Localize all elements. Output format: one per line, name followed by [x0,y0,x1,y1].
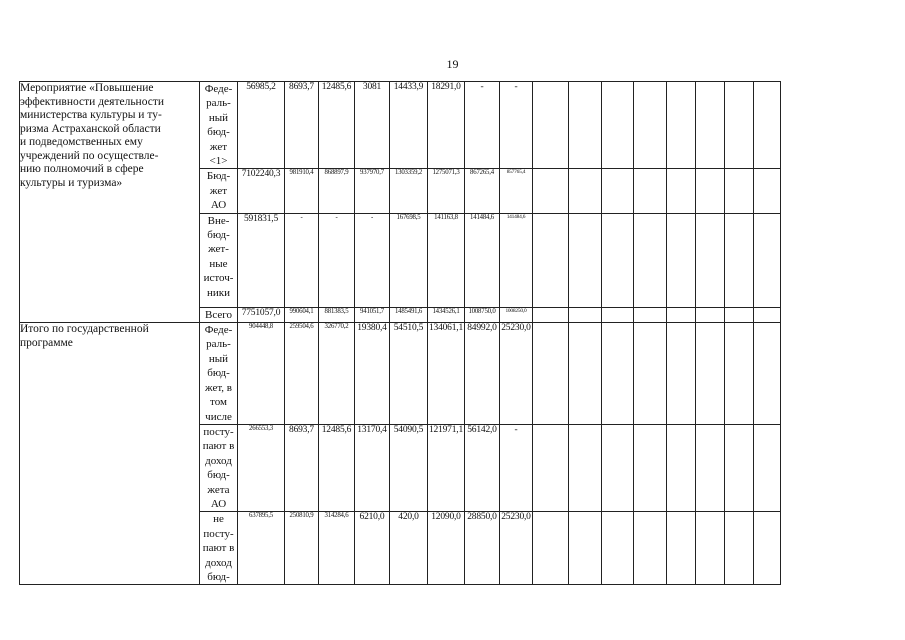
year-value: 121971,1 [428,424,465,511]
year-value: 314284,6 [319,512,355,585]
empty-cell [667,323,696,425]
year-value: - [319,213,355,307]
empty-cell [602,307,634,322]
year-value: 28850,0 [465,512,500,585]
funding-source-line: Всего [205,308,232,321]
activity-line: Итого по государственной [20,323,149,336]
year-value: 19380,4 [355,323,390,425]
page-number: 19 [446,57,459,71]
year-value: 141484,6 [500,213,533,307]
empty-cell [667,307,696,322]
year-value: 881383,5 [319,307,355,322]
year-value: 3081 [355,82,390,169]
empty-cell [667,169,696,213]
year-value: 8693,7 [285,424,319,511]
funding-source-line: бюд- [207,367,230,380]
empty-cell [533,169,569,213]
year-value: 54090,5 [390,424,428,511]
funding-source-line: бюд- [207,229,230,242]
total-value: 904448,8 [238,323,285,425]
year-value: 54510,5 [390,323,428,425]
program-table [19,81,867,585]
year-value: 134061,1 [428,323,465,425]
empty-cell [634,213,667,307]
funding-source-line: ники [206,286,230,299]
funding-source-line: пают в [202,542,235,555]
funding-source-line: бюд- [207,570,230,583]
table-row [20,82,867,169]
empty-cell [667,82,696,169]
activity-name [20,323,200,585]
activity-line: Мероприятие «Повышение [20,82,154,94]
funding-source-line: АО [210,497,227,510]
empty-cell [634,323,667,425]
empty-cell [696,213,725,307]
year-value: 420,0 [390,512,428,585]
table-row [20,323,867,425]
empty-cell [634,82,667,169]
year-value: 167698,5 [390,213,428,307]
year-value: 141484,6 [465,213,500,307]
empty-cell [569,307,602,322]
funding-source [200,323,238,425]
funding-source [200,307,238,322]
empty-cell [569,169,602,213]
total-value: 56985,2 [238,82,285,169]
year-value: - [355,213,390,307]
funding-source-line: посту- [203,425,234,438]
empty-cell [725,307,754,322]
empty-cell [602,424,634,511]
empty-cell [754,323,781,425]
empty-cell [634,424,667,511]
funding-source-line: АО [210,199,227,212]
empty-cell [667,512,696,585]
empty-cell [667,213,696,307]
year-value: 868897,9 [319,169,355,213]
empty-cell [602,213,634,307]
empty-cell [754,213,781,307]
empty-cell [602,323,634,425]
year-value: 326770,2 [319,323,355,425]
empty-cell [725,323,754,425]
year-value: 12485,6 [319,424,355,511]
empty-cell [533,307,569,322]
funding-source-line: посту- [203,527,234,540]
empty-cell [754,424,781,511]
total-value: 591831,5 [238,213,285,307]
empty-cell [754,512,781,585]
activity-line: программе [20,336,73,349]
empty-cell [725,213,754,307]
year-value: 981910,4 [285,169,319,213]
year-value: 8693,7 [285,82,319,169]
funding-source-line: доход [205,556,232,569]
empty-cell [754,169,781,213]
empty-cell [696,512,725,585]
funding-source-line: жет [209,140,228,153]
year-value: 250810,9 [285,512,319,585]
year-value: 941051,7 [355,307,390,322]
funding-source-line: числе [205,410,232,423]
funding-source-line: бюд- [207,469,230,482]
year-value: 56142,0 [465,424,500,511]
year-value: 1275071,3 [428,169,465,213]
activity-line: ризма Астраханской области [20,122,161,135]
year-value: 1303359,2 [390,169,428,213]
year-value: 14433,9 [390,82,428,169]
year-value: 857765,4 [500,169,533,213]
empty-cell [533,512,569,585]
year-value: 937970,7 [355,169,390,213]
funding-source-line: Феде- [204,324,233,337]
year-value: - [285,213,319,307]
activity-line: эффективности деятельности [20,95,165,108]
funding-source-line: <1> [209,155,228,168]
year-value: 867265,4 [465,169,500,213]
year-value: 25230,0 [500,323,533,425]
activity-line: и подведомственных ему [20,136,143,148]
empty-cell [725,82,754,169]
empty-cell [696,307,725,322]
year-value: 13170,4 [355,424,390,511]
empty-cell [634,512,667,585]
funding-source-line: жет- [208,243,229,256]
year-value: 12090,0 [428,512,465,585]
total-value: 266553,3 [238,424,285,511]
year-value: 1008250,0 [500,307,533,322]
year-value: 1434526,1 [428,307,465,322]
funding-source-line: ный [208,352,229,365]
empty-cell [569,512,602,585]
empty-cell [533,424,569,511]
activity-line: учреждений по осуществле- [20,149,159,162]
empty-cell [634,169,667,213]
funding-source-line: том [210,396,227,409]
funding-source-line: не [213,513,224,526]
year-value: 18291,0 [428,82,465,169]
funding-source-line: раль- [206,97,231,110]
funding-source-line: ный [208,111,229,124]
year-value: 6210,0 [355,512,390,585]
year-value: 141163,8 [428,213,465,307]
empty-cell [569,323,602,425]
funding-source-line: бюд- [207,126,230,139]
funding-source-line: жета [207,483,230,496]
funding-source-line: Бюд- [206,170,231,183]
year-value: 25230,0 [500,512,533,585]
year-value: - [500,424,533,511]
activity-line: культуры и туризма» [20,176,123,189]
funding-source-line: ные [209,257,228,270]
total-value: 7102240,3 [238,169,285,213]
funding-source [200,424,238,511]
empty-cell [634,307,667,322]
funding-source [200,82,238,169]
empty-cell [569,424,602,511]
empty-cell [696,82,725,169]
empty-cell [667,424,696,511]
empty-cell [696,323,725,425]
empty-cell [533,323,569,425]
funding-source-line: раль- [206,338,231,351]
empty-cell [696,424,725,511]
year-value: 1008750,0 [465,307,500,322]
funding-source-line: пают в [202,440,235,453]
funding-source [200,169,238,213]
empty-cell [602,169,634,213]
year-value: 12485,6 [319,82,355,169]
activity-line: нию полномочий в сфере [20,163,144,175]
empty-cell [725,512,754,585]
empty-cell [533,82,569,169]
empty-cell [754,82,781,169]
year-value: - [465,82,500,169]
year-value: - [500,82,533,169]
funding-source [200,512,238,585]
activity-line: министерства культуры и ту- [20,109,162,121]
year-value: 84992,0 [465,323,500,425]
empty-cell [533,213,569,307]
year-value: 259504,6 [285,323,319,425]
funding-source-line: Феде- [204,83,233,95]
year-value: 1485491,6 [390,307,428,322]
total-value: 637895,5 [238,512,285,585]
funding-source-line: жет, в [204,381,232,394]
empty-cell [602,512,634,585]
activity-name [20,82,200,323]
funding-source-line: жет [209,184,228,197]
total-value: 7751057,0 [238,307,285,322]
empty-cell [696,169,725,213]
empty-cell [725,169,754,213]
funding-source-line: источ- [203,272,234,285]
funding-source-line: доход [205,454,232,467]
year-value: 990604,1 [285,307,319,322]
empty-cell [569,213,602,307]
empty-cell [725,424,754,511]
empty-cell [754,307,781,322]
empty-cell [569,82,602,169]
funding-source [200,213,238,307]
empty-cell [602,82,634,169]
funding-source-line: Вне- [207,214,230,227]
